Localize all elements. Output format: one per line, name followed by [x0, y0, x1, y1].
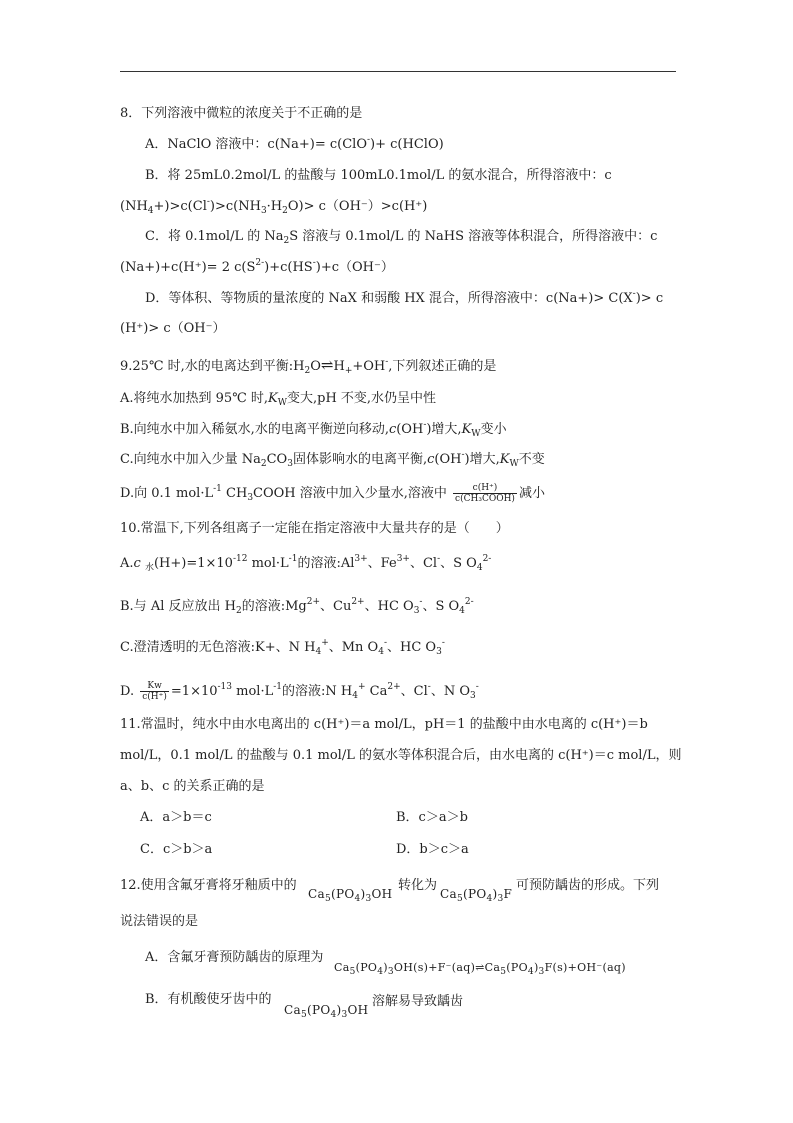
- q10-d-fraction: $\frac{Kw}{c(H^+)}$: [142, 681, 167, 702]
- q8-option-a: A．NaClO 溶液中：c(Na+)= c(ClO-)+ c(HClO): [145, 135, 444, 152]
- q8-option-b-line1: B．将 25mL0.2mol/L 的盐酸与 100mL0.1mol/L 的氨水混合，所得溶液中：c: [145, 168, 612, 183]
- q9-option-c: C.向纯水中加入少量 $Na_2CO_3$固体影响水的电离平衡,c(OH-)增大$,K_W$不变: [120, 450, 545, 469]
- q12-formula-hydroxyapatite: $Ca_5(PO_4)_3OH$: [308, 887, 393, 904]
- q11-line3: a、b、c 的关系正确的是: [120, 779, 265, 794]
- q8-stem: 8．下列溶液中微粒的浓度关于不正确的是: [120, 106, 363, 121]
- q12-option-a-text: A．含氟牙膏预防龋齿的原理为: [145, 950, 324, 965]
- q10-option-d: D. $\frac{Kw}{c(H^+)}$ $=1\times 10^{-13}$ $mol\cdot L^{-1}$的溶液:N $H_4^+$ $Ca^{2+}$、Cl-、N $O_3^-$: [120, 681, 479, 702]
- q10-option-c: C.澄清透明的无色溶液:K+、N $H_4^+$、Mn $O_4^-$、HC $O_3^-$: [120, 638, 445, 657]
- header-rule: [120, 71, 676, 72]
- q12-stem-mid: 转化为: [398, 878, 438, 893]
- q9-option-a: A.将纯水加热到 95℃ 时$,K_W$变大,pH 不变,水仍呈中性: [120, 391, 437, 408]
- q11-option-d: D．b＞c＞a: [396, 842, 469, 857]
- q10-option-b: B.与 Al 反应放出 $H_2$的溶液$:Mg^{2+}$、$Cu^{2+}$、HC $O_3^-$、S $O_4^{2-}$: [120, 597, 474, 616]
- q9-stem: 9.25℃ 时,水的电离达到平衡$:H_2O\rightleftharpoons H_++OH^-$,下列叙述正确的是: [120, 356, 497, 376]
- q12-stem-pre: 12.使用含氟牙膏将牙釉质中的: [120, 878, 297, 893]
- q9-option-d: D.向 0.1 $mol\cdot L^{-1}$ $CH_3COOH$ 溶液中加入少量水,溶液中 $\frac{c(H^+)}{\text{c(CH₃COOH)}}$ 减小: [120, 483, 545, 504]
- q11-line2: mol/L，0.1 mol/L 的盐酸与 0.1 mol/L 的氨水等体积混合后，由水电离的 c(H⁺)＝c mol/L，则: [120, 748, 682, 763]
- q10-option-a: A.c $_水(H+)=1\times 10^{-12}$ $mol\cdot L^{-1}$的溶液$:Al^{3+}$、$Fe^{3+}$、Cl-、S $O_4^{2-}$: [120, 554, 492, 573]
- q12-option-a-equation: $Ca_5(PO_4)_3OH(s)+F^-(aq)\rightleftharpoons Ca_5(PO_4)_3F(s)+OH^-(aq)$: [334, 961, 626, 977]
- q8-option-c-line1: C．将 0.1mol/L 的 $Na_2S$ 溶液与 0.1mol/L 的 NaHS 溶液等体积混合，所得溶液中：c: [145, 229, 658, 246]
- q8-option-d-line1: D．等体积、等物质的量浓度的 NaX 和弱酸 HX 混合，所得溶液中：c(Na+)> C(X-)> c: [145, 289, 664, 306]
- q12-option-b-formula: $Ca_5(PO_4)_3OH$: [284, 1003, 369, 1020]
- q10-stem: 10.常温下,下列各组离子一定能在指定溶液中大量共存的是（ ）: [120, 521, 509, 536]
- q11-option-a: A．a＞b＝c: [140, 810, 212, 825]
- q8-option-b-line2: $(NH_4+)>c(Cl^-)>c(NH_3\cdot H_2O)> c(OH^-)>c(H^+)$: [120, 197, 428, 216]
- q8-option-c-line2: (Na+)+c(H⁺)= 2 $c(S^{2-})+c(HS^-)+c(OH^-)$: [120, 258, 394, 275]
- q11-option-b: B．c＞a＞b: [396, 810, 468, 825]
- q8-option-d-line2: (H⁺)> c（OH⁻）: [120, 321, 226, 336]
- q12-formula-fluorapatite: $Ca_5(PO_4)_3F$: [440, 887, 513, 904]
- q12-line2: 说法错误的是: [120, 914, 199, 929]
- q12-stem-post: 可预防龋齿的形成。下列: [516, 878, 660, 893]
- q12-option-b-text: B．有机酸使牙齿中的: [145, 992, 272, 1007]
- q9-d-fraction: $\frac{c(H^+)}{\text{c(CH₃COOH)}}$: [455, 483, 515, 504]
- q12-option-b-post: 溶解易导致龋齿: [372, 994, 464, 1009]
- q11-line1: 11.常温时，纯水中由水电离出的 c(H⁺)＝a mol/L，pH＝1 的盐酸中由水电离的 c(H⁺)＝b: [120, 717, 648, 732]
- q9-option-b: B.向纯水中加入稀氨水,水的电离平衡逆向移动,c(OH-)增大$,K_W$变小: [120, 420, 507, 439]
- q11-option-c: C．c＞b＞a: [140, 842, 213, 857]
